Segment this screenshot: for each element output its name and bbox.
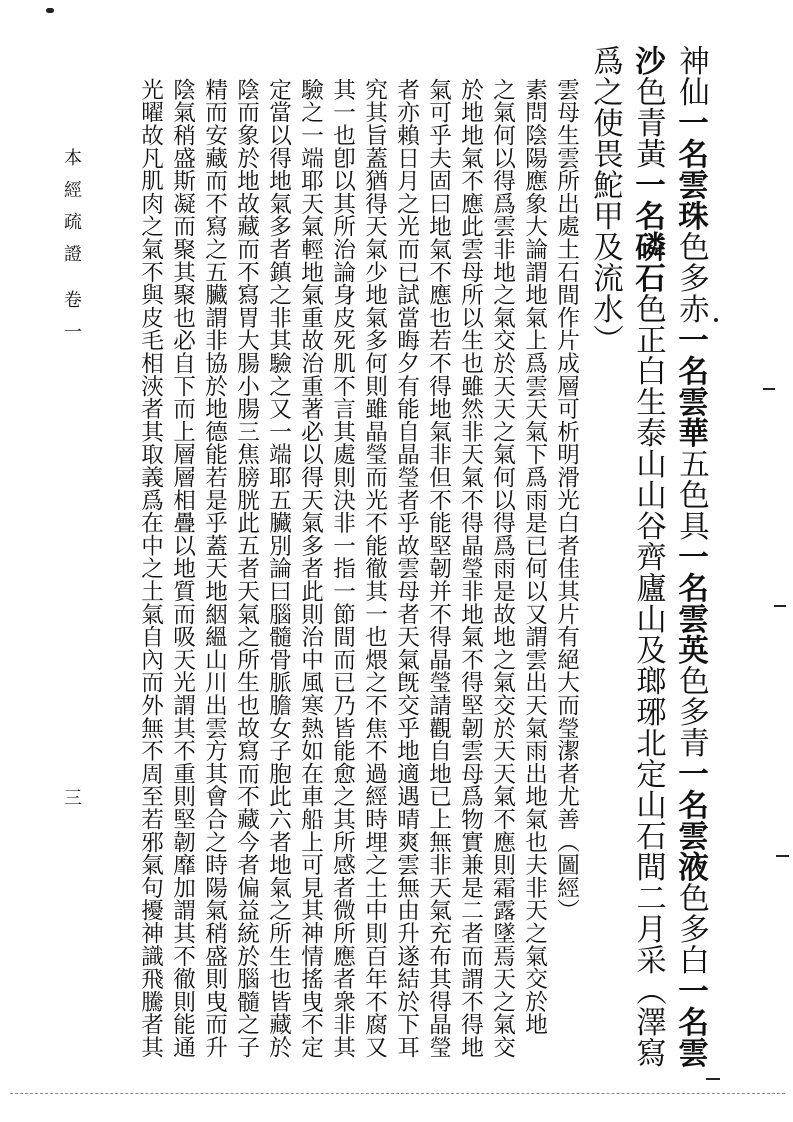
main-segment: 爲之使畏鮀甲及流水） <box>587 45 623 355</box>
main-segment-bold: 一名雲英 <box>672 541 709 665</box>
commentary-column-12: 精而安藏而不寫之五臟謂非協於地德能若是乎蓋天地絪縕山川出雲方其會合之時陽氣稍盛則曳而升 <box>201 78 228 1059</box>
ink-mark <box>714 318 718 322</box>
main-segment-bold: 一名雲華 <box>672 324 709 448</box>
main-segment-bold: 一名雲珠 <box>672 107 709 231</box>
main-text-column-1 <box>672 45 709 1068</box>
page-number: 三 <box>61 788 82 820</box>
commentary-column-3: 之氣何以得爲雲非地之氣交於天天之氣何以得爲雨是故地之氣交於天天氣不應則霜露墜焉天之氣交 <box>489 78 516 1059</box>
commentary-column-4: 於地地氣不應此雲母所以生也雖然非天氣不得晶瑩非地氣不得堅韌雲母爲物實兼是二者而謂不得地 <box>457 78 484 1059</box>
ink-mark <box>46 8 54 13</box>
main-segment: 色正白生泰山山谷齊廬山及瑯琊北定山石間二月采（澤寫 <box>630 293 666 1068</box>
commentary-column-7: 究其旨蓋猶得天氣少地氣多何則雖晶瑩而光不能徹其一也煨之不焦不過經時埋之土中則百年不腐又 <box>361 78 388 1059</box>
ink-mark <box>776 855 789 857</box>
main-text-column-3 <box>587 45 623 355</box>
book-title: 本經疏證 <box>61 148 82 276</box>
main-segment-bold: 一名磷石 <box>629 169 666 293</box>
main-segment-bold: 一名雲液 <box>672 758 709 882</box>
commentary-column-14: 光曜故凡肌肉之氣不與皮毛相浹者其取義爲在中之土氣自內而外無不周至若邪氣句擾神識飛騰者其 <box>137 78 164 1059</box>
main-segment-bold: 沙 <box>629 45 666 76</box>
main-segment: 色多白 <box>673 882 709 975</box>
volume-label: 卷一 <box>61 290 82 354</box>
ink-mark <box>774 605 786 607</box>
commentary-column-2: 素問陰陽應象大論謂地氣上爲雲天氣下爲雨是已何以又謂雲出天氣雨出地氣也夫非天之氣交於地 <box>521 78 548 1036</box>
ink-mark <box>763 388 775 390</box>
main-segment: 色多赤 <box>673 231 709 324</box>
main-segment: 五色具 <box>673 448 709 541</box>
main-segment: 神仙 <box>673 45 709 107</box>
commentary-column-5: 氣可乎夫固曰地氣不應也若不得地氣非但不能堅韌并不得晶瑩請觀自地已上無非天氣充布其得晶瑩 <box>425 78 452 1059</box>
commentary-column-11: 陰而象於地故藏而不寫胃大腸小腸三焦膀胱此五者天氣之所生也故寫而不藏今者偏益統於腦髓之子 <box>233 78 260 1059</box>
main-segment: 色多青 <box>673 665 709 758</box>
main-text-column-2 <box>629 45 666 1068</box>
commentary-column-6: 者亦賴日月之光而已試當晦夕有能自晶瑩者乎故雲母者天氣旣交乎地適遇晴爽雲無由升遂結於下耳 <box>393 78 420 1059</box>
ink-mark <box>706 1078 720 1080</box>
main-segment: 色青黃 <box>630 76 666 169</box>
commentary-column-8: 其一也卽以其所治論身皮死肌不言其處則決非一指一節間而已乃皆能愈之其所感者微所應者衆非其 <box>329 78 356 1059</box>
commentary-column-1: 雲母生雲所出處土石間作片成層可析明滑光白者佳其片有絕大而瑩潔者尤善（圖經） <box>553 78 580 922</box>
commentary-column-10: 定當以得地氣多者鎮之非其驗之又一端耶五臟別論曰腦髓骨脈膽女子胞此六者地氣之所生也皆藏於 <box>265 78 292 1059</box>
page-edge-line <box>10 1093 785 1094</box>
commentary-column-13: 陰氣稍盛斯凝而聚其聚也必自下而上層層相疊以地質而吸天光謂其不重則堅韌靡加謂其不徹則能通 <box>169 78 196 1059</box>
commentary-column-9: 驗之一端耶天氣輕地氣重故治重著必以得天氣多者此則治中風寒熱如在車船上可見其神情搖曳不定 <box>297 78 324 1059</box>
main-segment-bold: 一名雲 <box>672 975 709 1068</box>
